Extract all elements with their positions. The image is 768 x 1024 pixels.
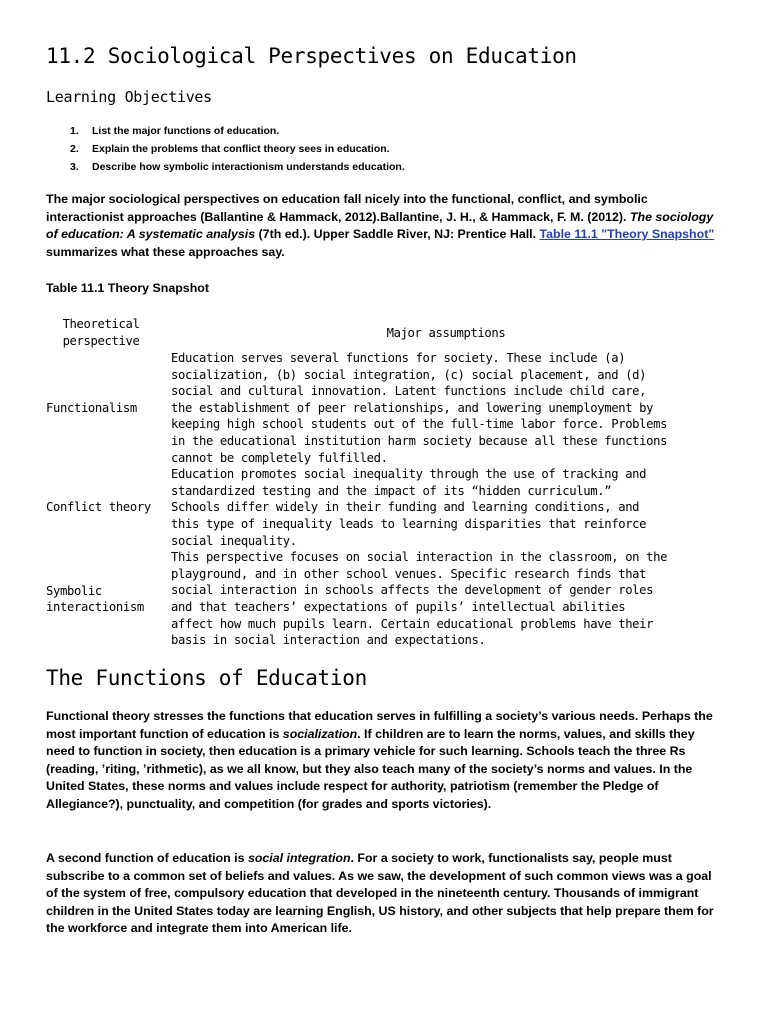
emphasis-term: social integration bbox=[247, 851, 351, 865]
list-text: Describe how symbolic interactionism understands education. bbox=[92, 161, 405, 173]
learning-objectives-heading: Learning Objectives bbox=[46, 88, 212, 106]
table-cell-assumptions: Education serves several functions for society. These include (a) socialization, (b) social integration, (c) social placement, and (d) social and cultural innovation. Latent functions include child care, the establishment of peer relationships, and lowering unemployment by keeping high school students out of the full-time labor force. Problems in the educational institution harm society because all these functions cannot be completely fulfilled. bbox=[171, 351, 668, 465]
header-perspective-line1: Theoretical bbox=[62, 317, 140, 332]
list-text: List the major functions of education. bbox=[92, 125, 280, 137]
table-row bbox=[46, 549, 736, 649]
table-row bbox=[46, 466, 736, 549]
table-cell-perspective: Functionalism bbox=[46, 400, 137, 415]
list-item bbox=[46, 122, 405, 140]
body-text: . If children are to learn the norms, values, and skills they need to function in society, then education is a primary vehicle for such learning. Schools teach the three Rs (reading, ’riting, ’rithmetic), as we all know, but they also teach many of the society’s norms and values. In the United States, these norms and values include respect for authority, patriotism (remember the Pledge of Allegiance?), punctuality, and competition (for grades and sports victories). bbox=[46, 726, 695, 811]
table-link[interactable]: Table 11.1 "Theory Snapshot" bbox=[539, 227, 715, 241]
intro-text: The major sociological perspectives on education fall nicely into the functional, conflict, and symbolic interactionist approaches (Ballantine & Hammack, 2012).Ballantine, J. H., & Hammack, F. M. (2012). bbox=[46, 192, 648, 224]
list-number: 1. bbox=[70, 125, 79, 137]
body-text: . For a society to work, functionalists say, people must subscribe to a common set of beliefs and values. As we saw, the development of such common views was a goal of the system of free, compulsory education that developed in the nineteenth century. Thousands of immigrant children in the United States today are learning English, US history, and other subjects that help prepare them for the workforce and integrate them into American life. bbox=[46, 851, 714, 935]
list-item bbox=[46, 158, 405, 176]
header-assumptions: Major assumptions bbox=[386, 326, 506, 340]
table-cell-perspective: Conflict theory bbox=[46, 500, 151, 515]
body-text: Functional theory stresses the functions that education serves in fulfilling a society’s various needs. Perhaps the most important function of education is bbox=[46, 709, 713, 741]
emphasis-term: socialization bbox=[282, 726, 358, 741]
intro-paragraph bbox=[46, 191, 726, 261]
header-perspective bbox=[46, 316, 156, 350]
table-cell-assumptions: This perspective focuses on social interaction in the classroom, on the playground, and in other school venues. Specific research finds that social interaction in schools affects the development of gender roles and that teachers’ expectations of pupils’ intellectual abilities affect how much pupils learn. Certain educational problems have their basis in social interaction and expectations. bbox=[171, 550, 668, 648]
table-cell-assumptions: Education promotes social inequality through the use of tracking and standardized testing and the impact of its “hidden curriculum.” Schools differ widely in their funding and learning conditions, and this type of inequality leads to learning disparities that reinforce social inequality. bbox=[171, 467, 647, 548]
page-title: 11.2 Sociological Perspectives on Education bbox=[46, 44, 577, 68]
theory-table bbox=[46, 316, 736, 649]
intro-text: summarizes what these approaches say. bbox=[46, 244, 285, 259]
body-paragraph-2 bbox=[46, 850, 726, 938]
table-row bbox=[46, 350, 736, 466]
section-heading: The Functions of Education bbox=[46, 666, 367, 690]
body-text: A second function of education is bbox=[46, 851, 248, 865]
table-caption: Table 11.1 Theory Snapshot bbox=[46, 281, 209, 295]
book-title: The sociology of education: A systematic analysis bbox=[46, 209, 714, 241]
list-number: 2. bbox=[70, 143, 79, 155]
list-text: Explain the problems that conflict theory sees in education. bbox=[92, 143, 390, 155]
table-cell-perspective: Symbolic interactionism bbox=[46, 583, 144, 615]
intro-text: (7th ed.). Upper Saddle River, NJ: Prentice Hall. bbox=[255, 227, 540, 241]
list-item bbox=[46, 140, 405, 158]
table-header-row bbox=[46, 316, 736, 350]
body-paragraph-1 bbox=[46, 708, 726, 813]
header-perspective-line2: perspective bbox=[62, 334, 140, 348]
learning-objectives-list bbox=[46, 122, 405, 176]
list-number: 3. bbox=[70, 161, 79, 173]
